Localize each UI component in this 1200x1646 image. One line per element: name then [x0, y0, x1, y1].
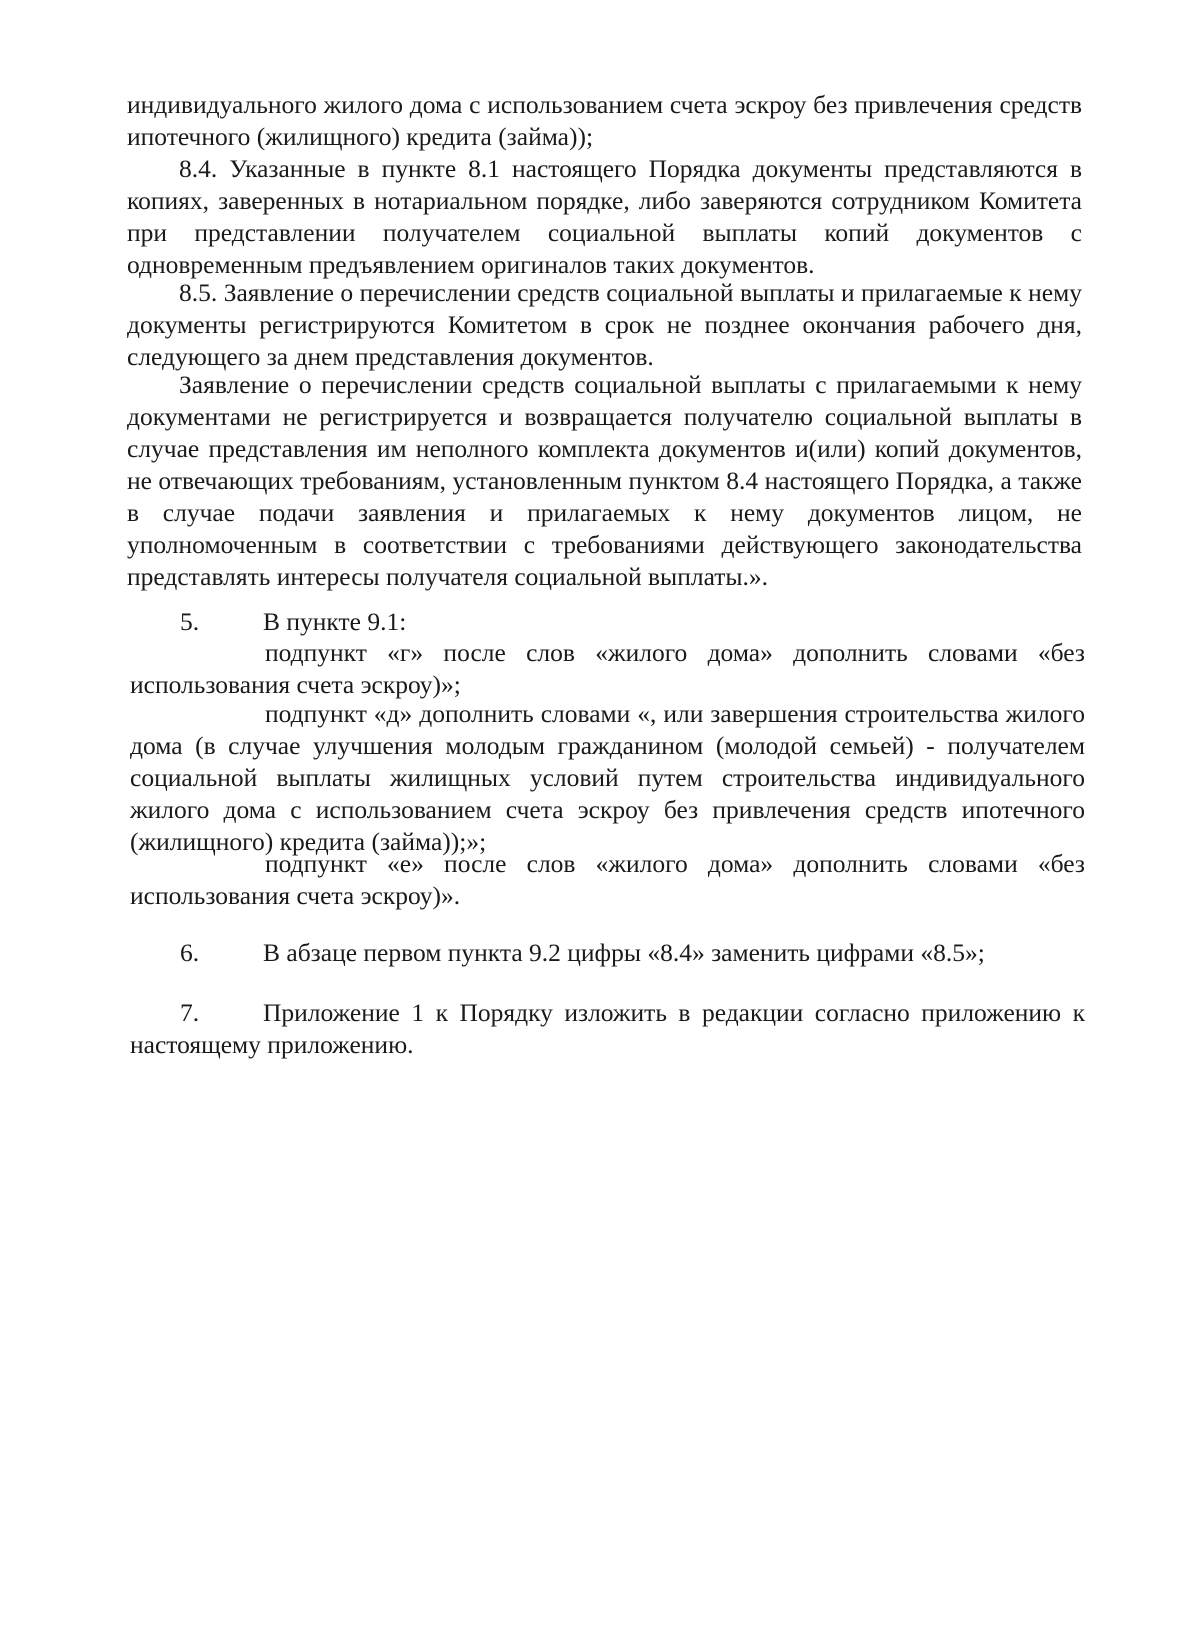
item-5-subpoint-d: подпункт «д» дополнить словами «, или завершения строительства жилого дома (в случае улучшения молодым гражданином (молодой семьей) - получателем социальной выплаты жилищных условий путем строительства индивидуального жилого дома с использованием счета эскроу без привлечения средств ипотечного (жилищного) кредита (займа));»;: [130, 699, 1085, 856]
item-5-heading: В пункте 9.1:: [263, 607, 407, 636]
item-7-text: Приложение 1 к Порядку изложить в редакции согласно приложению к настоящему приложению.: [130, 998, 1085, 1059]
item-5-number: 5.: [180, 607, 200, 636]
item-6-number: 6.: [180, 938, 200, 967]
item-5-subpoint-g: подпункт «г» после слов «жилого дома» дополнить словами «без использования счета эскроу)»;: [130, 638, 1085, 699]
paragraph-intro: индивидуального жилого дома с использованием счета эскроу без привлечения средств ипотечного (жилищного) кредита (займа));: [127, 90, 1082, 151]
paragraph-8-5-continued: Заявление о перечислении средств социальной выплаты с прилагаемыми к нему документами не регистрируется и возвращается получателю социальной выплаты в случае представления им неполного комплекта документов и(или) копий документов, не отвечающих требованиям, установленным пунктом 8.4 настоящего Порядка, а также в случае подачи заявления и прилагаемых к нему документов лицом, не уполномоченным в соответствии с требованиями действующего законодательства представлять интересы получателя социальной выплаты.».: [127, 370, 1082, 591]
item-5-subpoint-e: подпункт «е» после слов «жилого дома» дополнить словами «без использования счета эскроу)».: [130, 849, 1085, 910]
item-7-number: 7.: [180, 998, 200, 1027]
item-6-text: В абзаце первом пункта 9.2 цифры «8.4» заменить цифрами «8.5»;: [263, 938, 985, 967]
paragraph-8-5: 8.5. Заявление о перечислении средств социальной выплаты и прилагаемые к нему документы регистрируются Комитетом в срок не позднее окончания рабочего дня, следующего за днем представления документов.: [127, 278, 1082, 371]
paragraph-8-4: 8.4. Указанные в пункте 8.1 настоящего Порядка документы представляются в копиях, заверенных в нотариальном порядке, либо заверяются сотрудником Комитета при представлении получателем социальной выплаты копий документов с одновременным предъявлением оригиналов таких документов.: [127, 154, 1082, 279]
